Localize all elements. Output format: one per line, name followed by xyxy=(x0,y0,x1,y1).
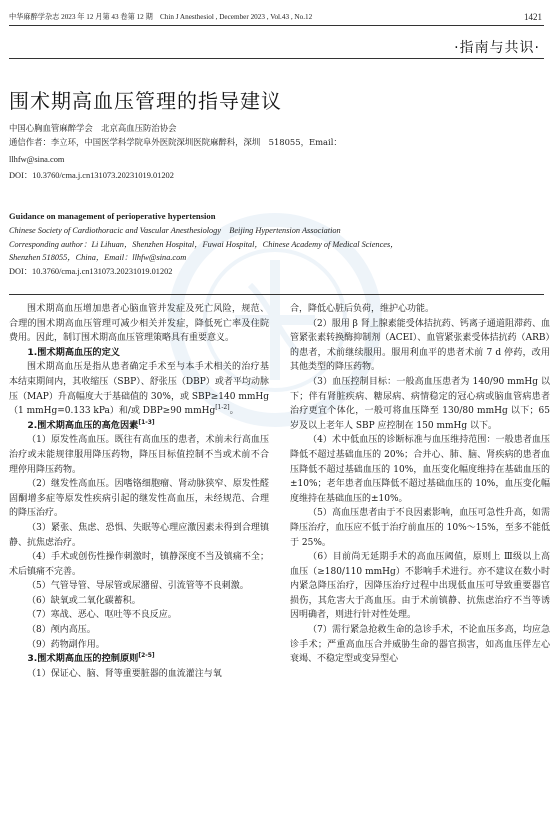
citation: [2-5] xyxy=(138,652,155,660)
list-item: （8）颅内高压。 xyxy=(27,625,96,636)
article-title: 围术期高血压管理的指导建议 xyxy=(9,89,282,114)
english-authors: Chinese Society of Cardiothoracic and Vascular Anesthesiology Beijing Hypertension Association xyxy=(9,226,341,236)
list-item: （6）缺氧或二氧化碳蓄积。 xyxy=(27,595,141,606)
list-item: （5）气管导管、导尿管或尿潴留、引流管等不良刺激。 xyxy=(27,581,249,592)
header-rule xyxy=(9,25,544,26)
principle-4: （4）术中低血压的诊断标准与血压维持范围：一般患者血压降低不超过基础血压的 20%；合并心、肺、脑、肾疾病的患者血压降低不超过基础血压的 10%，血压变化幅度维持在基础血压的±10%；老年患者血压降低不超过基础血压的 10%，血压变化幅度维持在基础血压的±10%。 xyxy=(290,435,550,504)
section-3-paragraph: （1）保证心、脑、肾等重要脏器的血流灌注与氧 xyxy=(27,668,222,679)
english-correspondence-2: Shenzhen 518055，China，Email：llhfw@sina.com xyxy=(9,253,187,263)
body-rule xyxy=(9,294,544,295)
list-item: （3）紧张、焦虑、恐惧、失眠等心理应激因素未得到合理镇静、抗焦虑治疗。 xyxy=(9,522,269,548)
column-tag: ·指南与共识· xyxy=(454,40,540,56)
principle-6: （6）目前尚无延期手术的高血压阈值，原则上 Ⅲ级以上高血压（≥180/110 mmHg）不影响手术进行。亦不建议在数小时内紧急降压治疗，因降压治疗过程中出现低血压可导致重要器官损伤，其危害大于高血压。由于术前镇静、抗焦虑治疗不当等诱因明确者，则进行针对性处理。 xyxy=(290,552,550,621)
principle-7: （7）需行紧急抢救生命的急诊手术，不论血压多高，均应急诊手术；严重高血压合并威胁生命的器官损害，如高血压伴左心衰竭、不稳定型或变异型心 xyxy=(290,625,550,665)
continued-paragraph: 合，降低心脏后负荷，维护心功能。 xyxy=(290,304,435,314)
left-column xyxy=(9,302,269,681)
list-item: （9）药物副作用。 xyxy=(27,639,105,650)
english-doi: DOI：10.3760/cma.j.cn131073.20231019.01202 xyxy=(9,266,173,276)
section-1-heading: 1.围术期高血压的定义 xyxy=(27,346,120,358)
title-rule xyxy=(9,58,544,59)
principle-5: （5）高血压患者由于不良因素影响，血压可急性升高，如需降压治疗，血压应不低于治疗前血压的 10%～15%，至多不能低于 25%。 xyxy=(290,508,550,548)
email-link[interactable]: llhfw@sina.com xyxy=(9,155,65,164)
running-head xyxy=(9,10,542,24)
journal-info: 中华麻醉学杂志 2023 年 12 月第 43 卷第 12 期 Chin J Anesthesiol , December 2023 , Vol.43 , No.12 xyxy=(9,13,313,21)
english-abstract-header xyxy=(9,210,529,278)
english-correspondence-1: Corresponding author：Li Lihuan，Shenzhen Hospital，Fuwai Hospital，Chinese Academy of Medical Sciences， xyxy=(9,239,399,249)
english-title: Guidance on management of perioperative hypertension xyxy=(9,211,216,221)
section-3-heading: 3.围术期高血压的控制原则[2-5] xyxy=(27,652,155,665)
section-1-paragraph: 围术期高血压是指从患者确定手术至与本手术相关的治疗基本结束期间内，其收缩压（SBP）、舒张压（DBP）或者平均动脉压（MAP）升高幅度大于基础值的 30%，或 SBP≥140 mmHg（1 mmHg=0.133 kPa）和/或 DBP≥90 mmHg[1-2]。 xyxy=(9,362,269,417)
list-item: （4）手术或创伤性操作刺激时，镇静深度不当及镇痛不全；术后镇痛不完善。 xyxy=(9,552,269,577)
citation: [1-2] xyxy=(215,404,230,412)
principle-3: （3）血压控制目标：一般高血压患者为 140/90 mmHg 以下；伴有肾脏疾病、糖尿病、病情稳定的冠心病或脑血管病患者治疗更宜个体化，一般可将血压降至 130/80 mmHg 以下；65 岁及以上老年人 SBP 应控制在 150 mmHg 以下。 xyxy=(290,376,550,431)
section-2-heading: 2.围术期高血压的高危因素[1-3] xyxy=(27,418,155,431)
page-number: 1421 xyxy=(524,12,542,22)
list-item: （1）原发性高血压。既往有高血压的患者，术前未行高血压治疗或未能规律服用降压药物，降压目标值控制不当或术前不合理停用降压药物。 xyxy=(9,435,269,475)
right-column xyxy=(290,302,550,667)
list-item: （2）继发性高血压。因嗜铬细胞瘤、肾动脉狭窄、原发性醛固酮增多症等原发性疾病引起的继发性高血压，未经规范、合理的降压治疗。 xyxy=(9,479,269,519)
doi: DOI：10.3760/cma.j.cn131073.20231019.01202 xyxy=(9,171,174,180)
citation: [1-3] xyxy=(138,418,155,426)
authors: 中国心胸血管麻醉学会 北京高血压防治协会 xyxy=(9,123,177,133)
intro-paragraph: 围术期高血压增加患者心脑血管并发症及死亡风险，规范、合理的围术期高血压管理可减少相关并发症，降低死亡率及住院费用。因此，制订围术期高血压管理策略具有重要意义。 xyxy=(9,304,269,344)
correspondence: 通信作者：李立环，中国医学科学院阜外医院深圳医院麻醉科，深圳 518055，Email： xyxy=(9,137,342,147)
principle-2: （2）服用 β 肾上腺素能受体拮抗药、钙离子通道阻滞药、血管紧张素转换酶抑制剂（ACEI）、血管紧张素受体拮抗药（ARB）的患者，术前继续服用。服用利血平的患者术前 7 d 停药，改用其他类型的降压药物。 xyxy=(290,318,550,373)
list-item: （7）寒战、恶心、呕吐等不良反应。 xyxy=(27,610,177,621)
